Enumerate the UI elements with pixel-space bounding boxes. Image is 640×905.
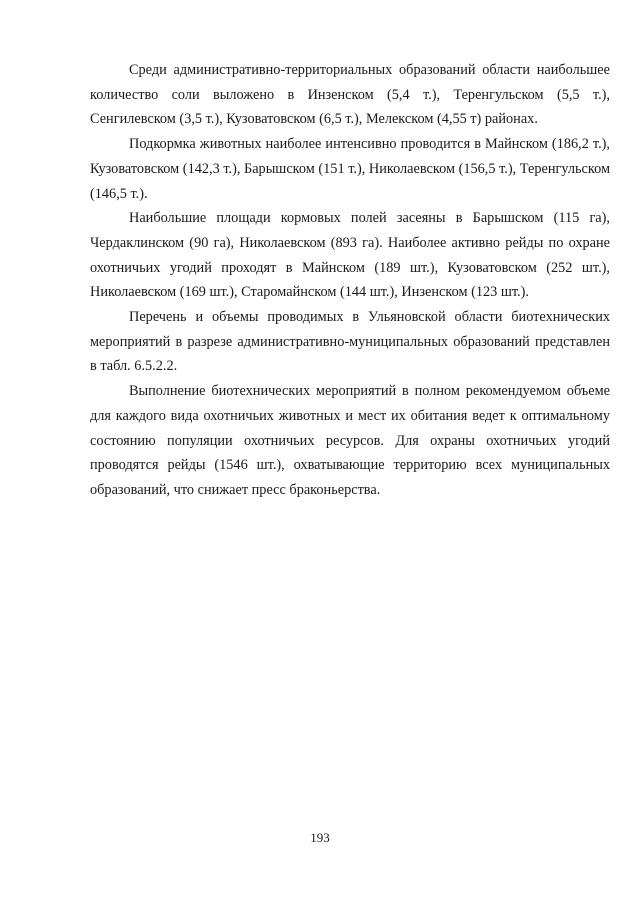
paragraph-table-reference: Перечень и объемы проводимых в Ульяновской области биотехнических мероприятий в разрезе административно-муниципальных образований представлен в табл. 6.5.2.2. xyxy=(90,309,610,375)
paragraph-feed-fields-and-raids: Наибольшие площади кормовых полей засеяны в Барышском (115 га), Чердаклинском (90 га), Николаевском (893 га). Наиболее активно рейды по охране охотничьих угодий проходят в Майнском (189 шт.), Кузоватовском (252 шт.), Николаевском (169 шт.), Старомайнском (144 шт.), Инзенском (123 шт.). xyxy=(90,210,610,301)
paragraph-animal-feeding: Подкормка животных наиболее интенсивно проводится в Майнском (186,2 т.), Кузоватовском (142,3 т.), Барышском (151 т.), Николаевском (156,5 т.), Теренгульском (146,5 т.). xyxy=(90,136,610,202)
paragraph-biotechnical-conclusion: Выполнение биотехнических мероприятий в полном рекомендуемом объеме для каждого вида охотничьих животных и мест их обитания ведет к оптимальному состоянию популяции охотничьих ресурсов. Для охраны охотничьих угодий проводятся рейды (1546 шт.), охватывающие территорию всех муниципальных образований, что снижает пресс браконьерства. xyxy=(90,383,610,498)
paragraph-salt-distribution: Среди административно-территориальных образований области наибольшее количество соли выложено в Инзенском (5,4 т.), Теренгульском (5,5 т.), Сенгилевском (3,5 т.), Кузоватовском (6,5 т.), Мелекском (4,55 т) районах. xyxy=(90,62,610,128)
page-number: 193 xyxy=(310,830,330,845)
document-body xyxy=(90,58,610,503)
